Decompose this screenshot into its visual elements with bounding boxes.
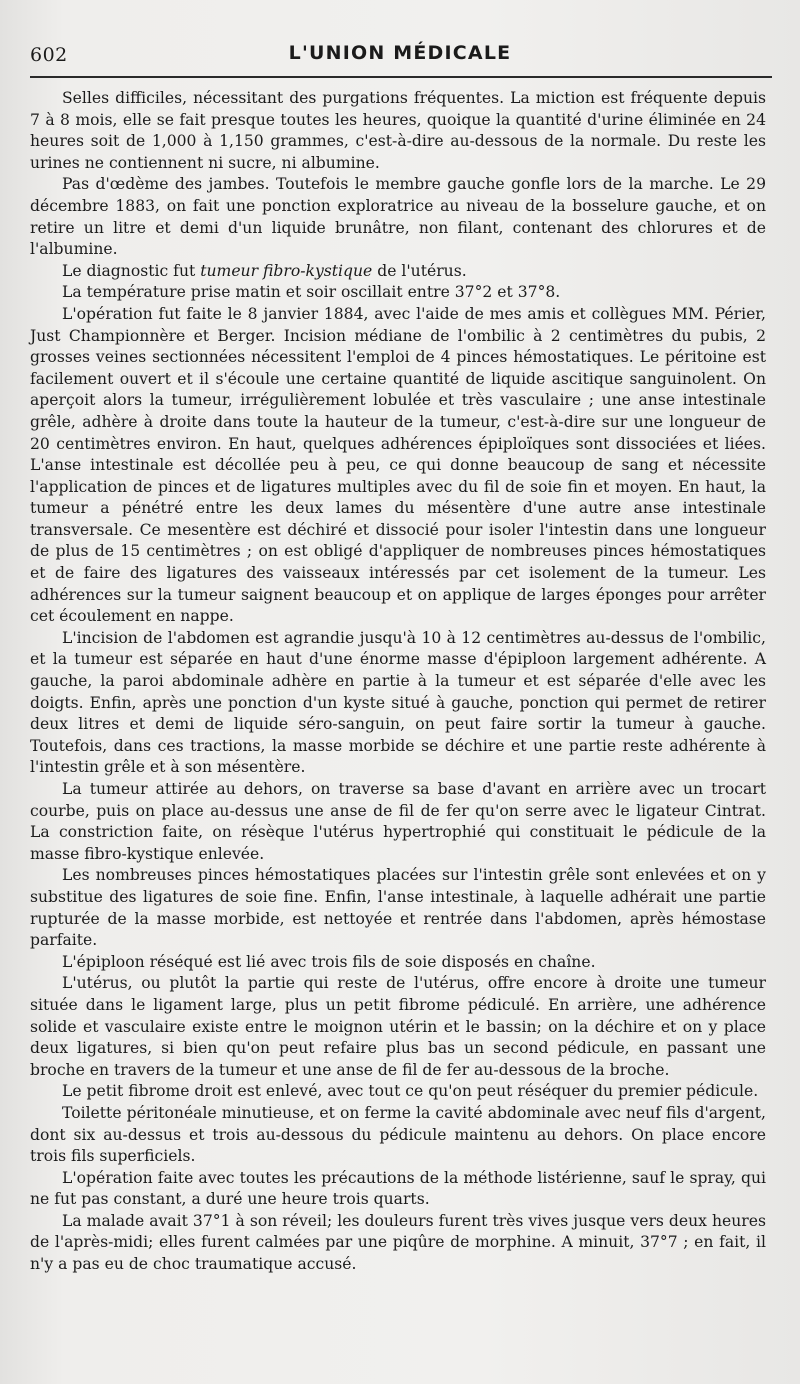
article-body [30,88,766,1276]
paragraph: L'opération fut faite le 8 janvier 1884, avec l'aide de mes amis et collègues MM. Périer, Just Championnère et Berger. Incision médiane de l'ombilic à 2 centimètres du pubis, 2 grosses veines sectionnées nécessitent l'emploi de 4 pinces hémostatiques. Le péritoine est facilement ouvert et il s'écoule une certaine quantité de liquide ascitique sanguinolent. On aperçoit alors la tumeur, irrégulièrement lobulée et très vasculaire ; une anse intestinale grêle, adhère à droite dans toute la hauteur de la tumeur, c'est-à-dire sur une longueur de 20 centimètres environ. En haut, quelques adhérences épiploïques sont dissociées et liées. L'anse intestinale est décollée peu à peu, ce qui donne beaucoup de sang et nécessite l'application de pinces et de ligatures multiples avec du fil de soie fin et moyen. En haut, la tumeur a pénétré entre les deux lames du mésentère d'une autre anse intestinale transversale. Ce mesentère est déchiré et dissocié pour isoler l'intestin dans une longueur de plus de 15 centimètres ; on est obligé d'appliquer de nombreuses pinces hémostatiques et de faire des ligatures des vaisseaux intéressés par cet isolement de la tumeur. Les adhérences sur la tumeur saignent beaucoup et on applique de larges éponges pour arrêter cet écoulement en nappe. [30,304,766,626]
paragraph: Les nombreuses pinces hémostatiques placées sur l'intestin grêle sont enlevées et on y substitue des ligatures de soie fine. Enfin, l'anse intestinale, à laquelle adhérait une partie rupturée de la masse morbide, est nettoyée et rentrée dans l'abdomen, après hémostase parfaite. [30,866,766,950]
diagnostic-term: tumeur fibro-kystique [200,261,373,280]
paragraph: La température prise matin et soir oscillait entre 37°2 et 37°8. [62,283,561,302]
diagnostic-lead: Le diagnostic fut [62,261,201,280]
paragraph: La malade avait 37°1 à son réveil; les douleurs furent très vives jusque vers deux heures de l'après-midi; elles furent calmées par une piqûre de morphine. A minuit, 37°7 ; en fait, il n'y a pas eu de choc traumatique accusé. [30,1211,766,1274]
paragraph: L'incision de l'abdomen est agrandie jusqu'à 10 à 12 centimètres au-dessus de l'ombilic, et la tumeur est séparée en haut d'une énorme masse d'épiploon largement adhérente. A gauche, la paroi abdominale adhère en partie à la tumeur et est séparée d'elle avec les doigts. Enfin, après une ponction d'un kyste situé à gauche, ponction qui permet de retirer deux litres et demi de liquide séro-sanguin, on peut faire sortir la tumeur à gauche. Toutefois, dans ces tractions, la masse morbide se déchire et une partie reste adhérente à l'intestin grêle et à son mésentère. [30,628,766,777]
page-header [30,40,770,70]
paragraph: Pas d'œdème des jambes. Toutefois le membre gauche gonfle lors de la marche. Le 29 décembre 1883, on fait une ponction exploratrice au niveau de la bosselure gauche, et on retire un litre et demi d'un liquide brunâtre, non filant, contenant des chlorures et de l'albumine. [30,175,766,259]
paragraph: L'opération faite avec toutes les précautions de la méthode listérienne, sauf le spray, qui ne fut pas constant, a duré une heure trois quarts. [30,1168,766,1209]
paragraph: Toilette péritonéale minutieuse, et on ferme la cavité abdominale avec neuf fils d'argent, dont six au-dessus et trois au-dessous du pédicule maintenu au dehors. On place encore trois fils superficiels. [30,1103,766,1166]
paragraph-diagnostic [30,261,766,283]
paragraph: L'épiploon réséqué est lié avec trois fils de soie disposés en chaîne. [62,952,596,971]
header-rule [30,76,772,78]
diagnostic-tail: de l'utérus. [372,261,467,280]
paragraph: L'utérus, ou plutôt la partie qui reste de l'utérus, offre encore à droite une tumeur située dans le ligament large, plus un petit fibrome pédiculé. En arrière, une adhérence solide et vasculaire existe entre le moignon utérin et le bassin; on la déchire et on y place deux ligatures, si bien qu'on peut refaire plus bas un second pédicule, en passant une broche en travers de la tumeur et une anse de fil de fer au-dessous de la broche. [30,974,766,1079]
paragraph: Le petit fibrome droit est enlevé, avec tout ce qu'on peut réséquer du premier pédicule. [62,1082,759,1101]
paragraph: La tumeur attirée au dehors, on traverse sa base d'avant en arrière avec un trocart courbe, puis on place au-dessus une anse de fil de fer qu'on serre avec le ligateur Cintrat. La constriction faite, on résèque l'utérus hypertrophié qui constituait le pédicule de la masse fibro-kystique enlevée. [30,780,766,863]
page-number: 602 [30,44,68,66]
paragraph: Selles difficiles, nécessitant des purgations fréquentes. La miction est fréquente depuis 7 à 8 mois, elle se fait presque toutes les heures, quoique la quantité d'urine éliminée en 24 heures soit de 1,000 à 1,150 grammes, c'est-à-dire au-dessous de la normale. Du reste les urines ne contiennent ni sucre, ni albumine. [30,89,766,172]
journal-title: L'UNION MÉDICALE [288,42,512,64]
